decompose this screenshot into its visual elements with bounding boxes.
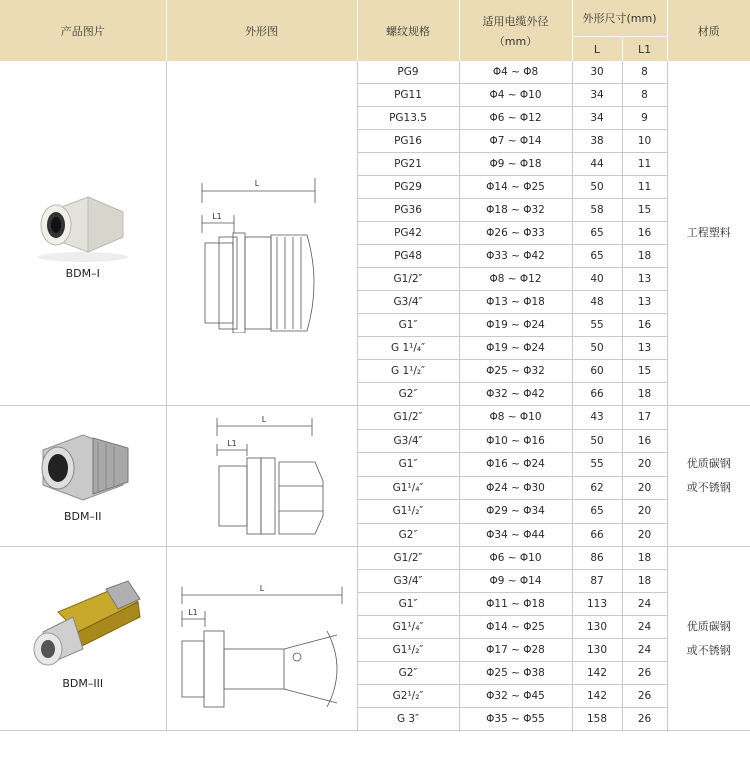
thread-spec: G1/2″ (357, 547, 459, 570)
length-L: 60 (572, 360, 622, 383)
cable-range: Φ11 ~ Φ18 (459, 593, 572, 616)
cable-range: Φ14 ~ Φ25 (459, 616, 572, 639)
cable-range: Φ4 ~ Φ10 (459, 84, 572, 107)
length-L1: 20 (622, 476, 667, 500)
thread-spec: PG48 (357, 245, 459, 268)
length-L: 50 (572, 176, 622, 199)
length-L1: 9 (622, 107, 667, 130)
thread-spec: PG36 (357, 199, 459, 222)
thread-spec: G2″ (357, 662, 459, 685)
length-L: 113 (572, 593, 622, 616)
material-text: 优质碳钢 (686, 619, 731, 633)
material-text: 工程塑料 (686, 226, 731, 239)
thread-spec: G1¹/₄″ (357, 476, 459, 500)
length-L: 142 (572, 662, 622, 685)
thread-spec: PG11 (357, 84, 459, 107)
length-L1: 17 (622, 406, 667, 430)
length-L: 55 (572, 314, 622, 337)
outline-drawing-cell (166, 547, 357, 731)
thread-spec: PG29 (357, 176, 459, 199)
thread-spec: G3/4″ (357, 291, 459, 314)
thread-spec: G3/4″ (357, 570, 459, 593)
thread-spec: G1″ (357, 593, 459, 616)
cable-range: Φ9 ~ Φ14 (459, 570, 572, 593)
thread-spec: G1″ (357, 453, 459, 477)
length-L1: 15 (622, 360, 667, 383)
material-cell (667, 406, 750, 547)
outline-1-L-label: L (261, 415, 266, 424)
material-cell (667, 61, 750, 406)
thread-spec: PG21 (357, 153, 459, 176)
length-L: 58 (572, 199, 622, 222)
length-L: 66 (572, 523, 622, 547)
length-L1: 18 (622, 570, 667, 593)
length-L1: 24 (622, 639, 667, 662)
length-L: 34 (572, 107, 622, 130)
length-L1: 16 (622, 429, 667, 453)
outline-2-L-label: L (259, 583, 264, 593)
thread-spec: G2″ (357, 523, 459, 547)
cable-range: Φ29 ~ Φ34 (459, 500, 572, 524)
length-L1: 26 (622, 685, 667, 708)
header-material: 材质 (667, 0, 750, 61)
length-L: 158 (572, 708, 622, 731)
cable-range: Φ10 ~ Φ16 (459, 429, 572, 453)
header-thread: 螺纹规格 (357, 0, 459, 61)
cable-range: Φ9 ~ Φ18 (459, 153, 572, 176)
length-L: 65 (572, 500, 622, 524)
outline-0-L1-label: L1 (211, 212, 222, 221)
material-text: 优质碳钢 (686, 457, 731, 470)
length-L: 130 (572, 639, 622, 662)
table-row (0, 61, 750, 84)
bdm-ii-photo (28, 420, 138, 510)
model-name: BDM–III (62, 677, 104, 690)
cable-range: Φ35 ~ Φ55 (459, 708, 572, 731)
cable-range: Φ8 ~ Φ12 (459, 268, 572, 291)
thread-spec: G1¹/₄″ (357, 616, 459, 639)
thread-spec: G2″ (357, 383, 459, 406)
bdm-i-outline (167, 133, 358, 333)
header-L1: L1 (622, 37, 667, 62)
length-L: 34 (572, 84, 622, 107)
table-body (0, 61, 750, 731)
length-L: 86 (572, 547, 622, 570)
cable-range: Φ25 ~ Φ32 (459, 360, 572, 383)
length-L: 130 (572, 616, 622, 639)
material-text: 或不锈钢 (686, 643, 731, 657)
length-L: 38 (572, 130, 622, 153)
bdm-i-photo (28, 177, 138, 267)
header-cable-range-title: 适用电缆外径 (482, 14, 549, 28)
length-L: 43 (572, 406, 622, 430)
length-L1: 26 (622, 708, 667, 731)
bdm-iii-outline (167, 549, 358, 729)
table-row (0, 547, 750, 570)
thread-spec: G1¹/₂″ (357, 500, 459, 524)
length-L: 50 (572, 337, 622, 360)
cable-range: Φ8 ~ Φ10 (459, 406, 572, 430)
cable-range: Φ6 ~ Φ12 (459, 107, 572, 130)
length-L1: 13 (622, 268, 667, 291)
length-L1: 16 (622, 222, 667, 245)
thread-spec: G1/2″ (357, 406, 459, 430)
thread-spec: G1″ (357, 314, 459, 337)
length-L1: 18 (622, 547, 667, 570)
length-L: 66 (572, 383, 622, 406)
table-row (0, 406, 750, 430)
cable-range: Φ26 ~ Φ33 (459, 222, 572, 245)
product-image-cell (0, 61, 166, 406)
cable-range: Φ14 ~ Φ25 (459, 176, 572, 199)
length-L: 44 (572, 153, 622, 176)
product-image-cell (0, 547, 166, 731)
outline-drawing-cell (166, 61, 357, 406)
header-dimensions: 外形尺寸(mm) (572, 0, 667, 37)
cable-range: Φ4 ~ Φ8 (459, 61, 572, 84)
cable-range: Φ13 ~ Φ18 (459, 291, 572, 314)
cable-range: Φ25 ~ Φ38 (459, 662, 572, 685)
outline-1-L1-label: L1 (226, 439, 237, 448)
outline-0-L-label: L (254, 179, 259, 188)
length-L1: 8 (622, 61, 667, 84)
cable-range: Φ7 ~ Φ14 (459, 130, 572, 153)
table-header (0, 0, 750, 61)
bdm-ii-outline (167, 406, 358, 546)
cable-range: Φ24 ~ Φ30 (459, 476, 572, 500)
thread-spec: G3/4″ (357, 429, 459, 453)
length-L1: 20 (622, 500, 667, 524)
length-L1: 10 (622, 130, 667, 153)
length-L: 65 (572, 245, 622, 268)
thread-spec: G 1¹/₄″ (357, 337, 459, 360)
thread-spec: PG42 (357, 222, 459, 245)
length-L: 40 (572, 268, 622, 291)
length-L: 55 (572, 453, 622, 477)
length-L1: 18 (622, 245, 667, 268)
material-text: 或不锈钢 (686, 481, 731, 494)
product-image-cell (0, 406, 166, 547)
model-name: BDM–II (64, 509, 102, 523)
length-L: 65 (572, 222, 622, 245)
cable-range: Φ33 ~ Φ42 (459, 245, 572, 268)
length-L: 30 (572, 61, 622, 84)
length-L1: 8 (622, 84, 667, 107)
length-L: 87 (572, 570, 622, 593)
length-L1: 20 (622, 523, 667, 547)
header-image: 产品图片 (0, 0, 166, 61)
cable-range: Φ32 ~ Φ45 (459, 685, 572, 708)
length-L1: 15 (622, 199, 667, 222)
length-L: 50 (572, 429, 622, 453)
length-L1: 18 (622, 383, 667, 406)
length-L1: 13 (622, 291, 667, 314)
material-cell (667, 547, 750, 731)
outline-2-L1-label: L1 (187, 607, 198, 617)
thread-spec: G1/2″ (357, 268, 459, 291)
length-L: 62 (572, 476, 622, 500)
length-L1: 24 (622, 593, 667, 616)
thread-spec: G 1¹/₂″ (357, 360, 459, 383)
thread-spec: G1¹/₂″ (357, 639, 459, 662)
length-L: 48 (572, 291, 622, 314)
length-L: 142 (572, 685, 622, 708)
header-outline: 外形图 (166, 0, 357, 61)
model-name: BDM–I (65, 266, 100, 280)
length-L1: 11 (622, 153, 667, 176)
cable-range: Φ16 ~ Φ24 (459, 453, 572, 477)
outline-drawing-cell (166, 406, 357, 547)
cable-range: Φ6 ~ Φ10 (459, 547, 572, 570)
cable-range: Φ19 ~ Φ24 (459, 337, 572, 360)
length-L1: 13 (622, 337, 667, 360)
length-L1: 20 (622, 453, 667, 477)
cable-range: Φ32 ~ Φ42 (459, 383, 572, 406)
thread-spec: PG13.5 (357, 107, 459, 130)
header-cable-range (459, 0, 572, 61)
bdm-iii-photo (18, 577, 148, 677)
thread-spec: G 3″ (357, 708, 459, 731)
cable-range: Φ17 ~ Φ28 (459, 639, 572, 662)
length-L1: 24 (622, 616, 667, 639)
thread-spec: G2¹/₂″ (357, 685, 459, 708)
thread-spec: PG16 (357, 130, 459, 153)
cable-range: Φ34 ~ Φ44 (459, 523, 572, 547)
length-L1: 26 (622, 662, 667, 685)
length-L1: 16 (622, 314, 667, 337)
cable-range: Φ18 ~ Φ32 (459, 199, 572, 222)
length-L1: 11 (622, 176, 667, 199)
thread-spec: PG9 (357, 61, 459, 84)
header-cable-range-unit: （mm） (493, 34, 538, 48)
cable-range: Φ19 ~ Φ24 (459, 314, 572, 337)
header-L: L (572, 37, 622, 62)
